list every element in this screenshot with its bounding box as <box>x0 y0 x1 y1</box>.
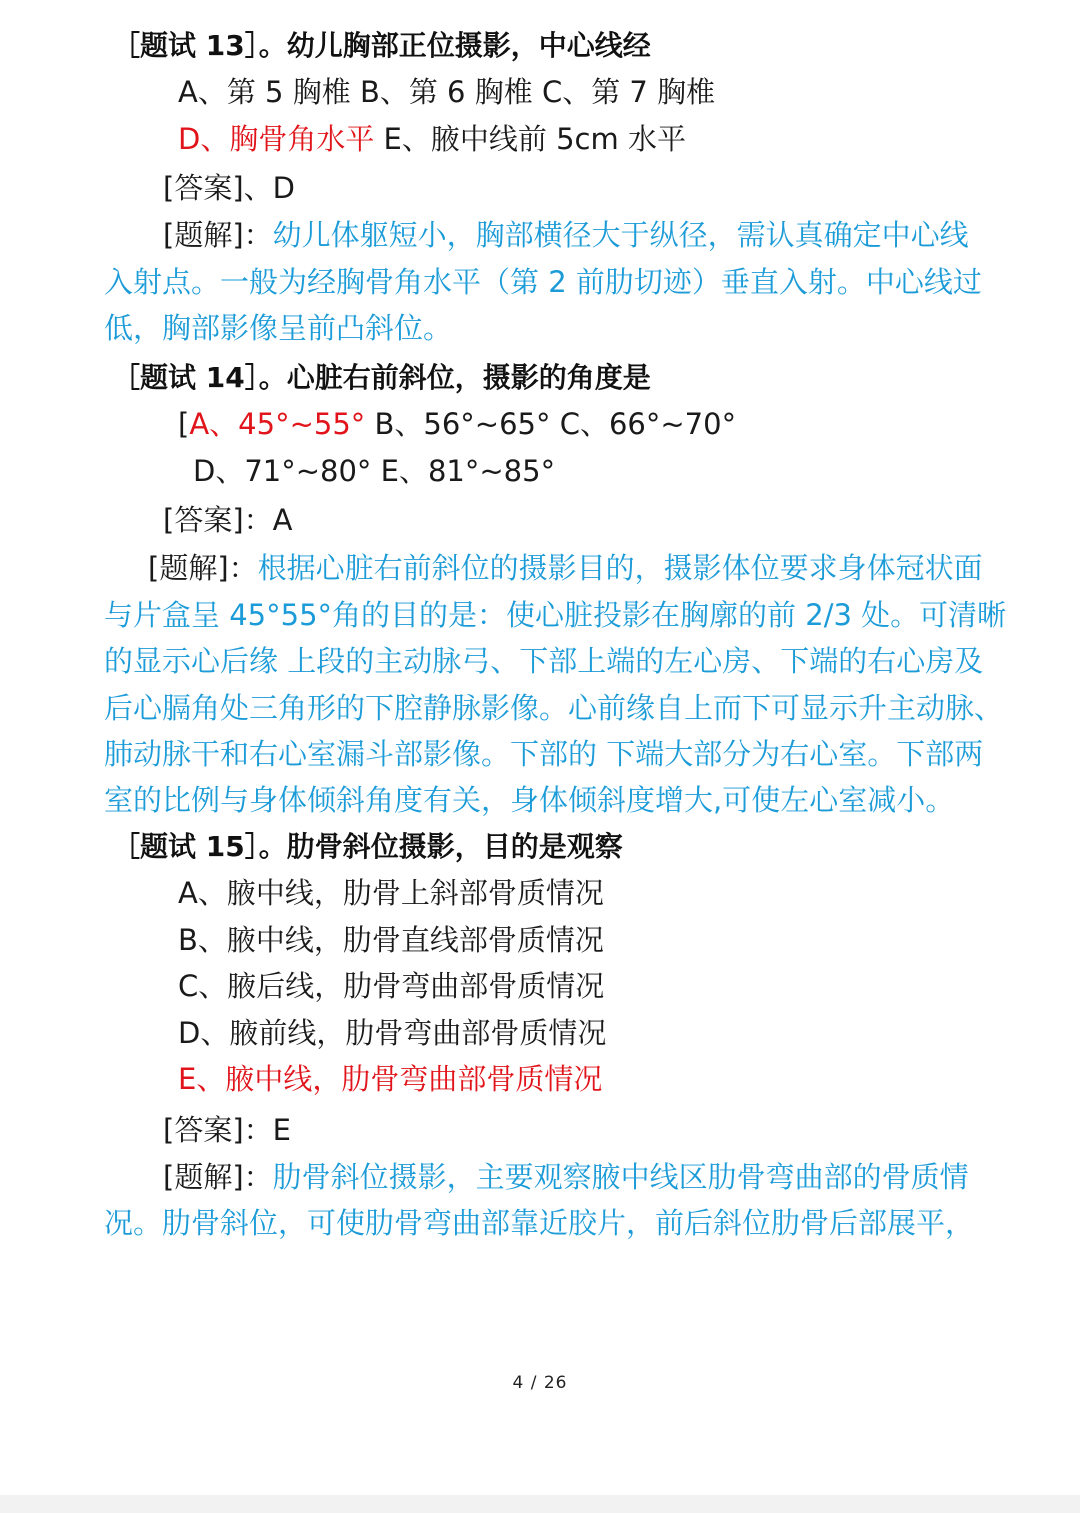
explanation-text: 根据心脏右前斜位的摄影目的，摄影体位要求身体冠状面 <box>257 551 983 585</box>
question-13-explanation-line-3: 低，胸部影像呈前凸斜位。 <box>104 311 453 345</box>
explanation-label: [题解]： <box>163 1160 273 1194</box>
question-14-options-de: D、71°~80° E、81°~85° <box>193 454 556 488</box>
question-13-explanation-line-2: 入射点。一般为经胸骨角水平（第 2 前肋切迹）垂直入射。中心线过 <box>104 265 982 299</box>
page-indicator: 4 / 26 <box>512 1373 568 1393</box>
explanation-text: 肋骨斜位摄影，主要观察腋中线区肋骨弯曲部的骨质情 <box>272 1160 969 1194</box>
question-15-explanation-line-1 <box>163 1157 969 1197</box>
question-15-option-d: D、腋前线，肋骨弯曲部骨质情况 <box>178 1016 607 1050</box>
question-13-explanation-line-1 <box>163 215 969 255</box>
question-14-explanation-line-4: 后心膈角处三角形的下腔静脉影像。心前缘自上而下可显示升主动脉、 <box>104 691 1004 725</box>
question-15-explanation-line-2: 况。肋骨斜位，可使肋骨弯曲部靠近胶片，前后斜位肋骨后部展平， <box>104 1206 975 1240</box>
question-13-title: ［题试 13］。幼儿胸部正位摄影，中心线经 <box>112 29 651 62</box>
question-15-option-c: C、腋后线，肋骨弯曲部骨质情况 <box>178 969 605 1003</box>
explanation-label: [题解]： <box>148 551 258 585</box>
question-15-correct-option: E、腋中线，肋骨弯曲部骨质情况 <box>178 1062 603 1096</box>
question-15-title: ［题试 15］。肋骨斜位摄影，目的是观察 <box>112 830 623 863</box>
explanation-text: 幼儿体躯短小，胸部横径大于纵径，需认真确定中心线 <box>272 218 969 252</box>
question-13-option-e: E、腋中线前 5cm 水平 <box>374 122 686 156</box>
question-14-options-bc: B、56°~65° C、66°~70° <box>365 407 737 441</box>
question-14-correct-option: A、45°~55° <box>189 407 366 441</box>
question-14-explanation-line-3: 的显示心后缘 上段的主动脉弓、下部上端的左心房、下端的右心房及 <box>104 644 984 678</box>
question-13-correct-option: D、胸骨角水平 <box>178 122 375 156</box>
question-14-explanation-line-1 <box>148 548 983 588</box>
question-14-options-abc <box>178 404 736 444</box>
question-15-answer: [答案]：E <box>163 1113 291 1147</box>
question-14-explanation-line-2: 与片盒呈 45°55°角的目的是：使心脏投影在胸廓的前 2/3 处。可清晰 <box>104 598 1007 632</box>
question-13-options-abc: A、第 5 胸椎 B、第 6 胸椎 C、第 7 胸椎 <box>178 75 716 109</box>
question-14-title: ［题试 14］。心脏右前斜位，摄影的角度是 <box>112 361 651 394</box>
question-15-option-a: A、腋中线，肋骨上斜部骨质情况 <box>178 876 604 910</box>
question-14-explanation-line-6: 室的比例与身体倾斜角度有关，身体倾斜度增大,可使左心室减小。 <box>104 783 955 817</box>
question-13-options-de <box>178 119 686 159</box>
question-13-answer: [答案]、D <box>163 171 295 205</box>
question-14-answer: [答案]：A <box>163 503 293 537</box>
question-14-explanation-line-5: 肺动脉干和右心室漏斗部影像。下部的 下端大部分为右心室。下部两 <box>104 737 984 771</box>
explanation-label: [题解]： <box>163 218 273 252</box>
page-bottom-edge <box>0 1495 1080 1513</box>
question-15-option-b: B、腋中线，肋骨直线部骨质情况 <box>178 923 604 957</box>
question-14-bracket: [ <box>178 407 190 441</box>
